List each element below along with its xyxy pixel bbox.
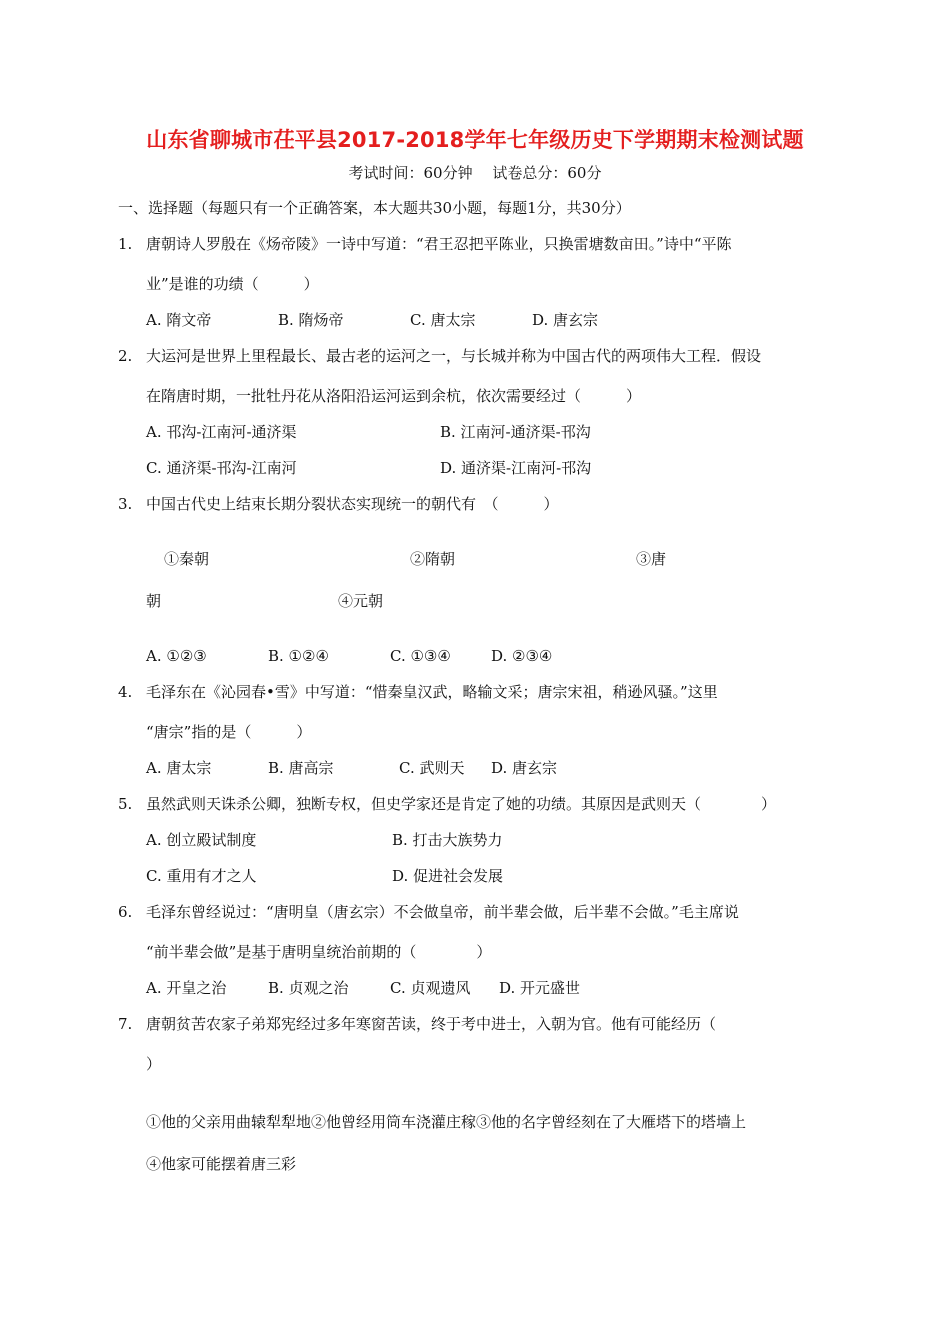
option-d: D. 唐玄宗 xyxy=(491,759,558,777)
option-c: C. ①③④ xyxy=(390,647,451,665)
option-d: D. 促进社会发展 xyxy=(392,867,504,885)
question-text: 业”是谁的功绩（ ） xyxy=(146,275,319,293)
document-title: 山东省聊城市茌平县2017-2018学年七年级历史下学期期末检测试题 xyxy=(146,128,804,152)
question-text: 大运河是世界上里程最长、最古老的运河之一，与长城并称为中国古代的两项伟大工程．假设 xyxy=(146,347,762,365)
option-d: D. 通济渠-江南河-邗沟 xyxy=(440,459,592,477)
option-a: A. ①②③ xyxy=(146,647,207,665)
question-number: 4. xyxy=(118,683,133,701)
option-a: A. 隋文帝 xyxy=(146,311,212,329)
option-b: B. 隋炀帝 xyxy=(278,311,344,329)
statement-item: ③唐 xyxy=(636,550,667,568)
question-text: 虽然武则天诛杀公卿，独断专权，但史学家还是肯定了她的功绩。其原因是武则天（ ） xyxy=(146,795,777,813)
option-c: C. 武则天 xyxy=(399,759,465,777)
option-a: A. 开皇之治 xyxy=(146,979,227,997)
statement-item: 朝 xyxy=(146,592,162,610)
option-a: A. 邗沟-江南河-通济渠 xyxy=(146,423,297,441)
statement-item: ④元朝 xyxy=(338,592,384,610)
option-c: C. 重用有才之人 xyxy=(146,867,257,885)
option-c: C. 通济渠-邗沟-江南河 xyxy=(146,459,297,477)
option-c: C. 贞观遗风 xyxy=(390,979,471,997)
option-d: D. ②③④ xyxy=(491,647,553,665)
question-number: 2. xyxy=(118,347,133,365)
statement-item: ①秦朝 xyxy=(164,550,210,568)
option-b: B. 江南河-通济渠-邗沟 xyxy=(440,423,591,441)
option-c: C. 唐太宗 xyxy=(410,311,476,329)
section-heading: 一、选择题（每题只有一个正确答案，本大题共30小题，每题1分，共30分） xyxy=(118,199,631,217)
option-a: A. 创立殿试制度 xyxy=(146,831,257,849)
statement-list: ④他家可能摆着唐三彩 xyxy=(146,1155,297,1173)
question-text: ） xyxy=(146,1055,162,1073)
question-text: 毛泽东曾经说过：“唐明皇（唐玄宗）不会做皇帝，前半辈会做，后半辈不会做。”毛主席说 xyxy=(146,903,739,921)
option-b: B. ①②④ xyxy=(268,647,329,665)
option-a: A. 唐太宗 xyxy=(146,759,212,777)
statement-item: ②隋朝 xyxy=(410,550,456,568)
question-number: 1. xyxy=(118,235,133,253)
option-b: B. 打击大族势力 xyxy=(392,831,503,849)
question-number: 3. xyxy=(118,495,133,513)
question-text: 在隋唐时期，一批牡丹花从洛阳沿运河运到余杭，依次需要经过（ ） xyxy=(146,387,642,405)
question-text: 唐朝诗人罗殷在《炀帝陵》一诗中写道：“君王忍把平陈业，只换雷塘数亩田。”诗中“平陈 xyxy=(146,235,732,253)
option-d: D. 开元盛世 xyxy=(499,979,581,997)
question-number: 6. xyxy=(118,903,133,921)
option-d: D. 唐玄宗 xyxy=(532,311,599,329)
question-number: 5. xyxy=(118,795,133,813)
question-number: 7. xyxy=(118,1015,133,1033)
question-text: 中国古代史上结束长期分裂状态实现统一的朝代有 （ ） xyxy=(146,495,559,513)
exam-info: 考试时间：60分钟 试卷总分：60分 xyxy=(348,164,602,182)
question-text: 毛泽东在《沁园春•雪》中写道：“惜秦皇汉武，略输文采；唐宗宋祖，稍逊风骚。”这里 xyxy=(146,683,718,701)
statement-list: ①他的父亲用曲辕犁犁地②他曾经用筒车浇灌庄稼③他的名字曾经刻在了大雁塔下的塔墙上 xyxy=(146,1113,747,1131)
option-b: B. 贞观之治 xyxy=(268,979,349,997)
question-text: “唐宗”指的是（ ） xyxy=(146,723,312,741)
question-text: “前半辈会做”是基于唐明皇统治前期的（ ） xyxy=(146,943,492,961)
question-text: 唐朝贫苦农家子弟郑宪经过多年寒窗苦读，终于考中进士，入朝为官。他有可能经历（ xyxy=(146,1015,717,1033)
option-b: B. 唐高宗 xyxy=(268,759,334,777)
